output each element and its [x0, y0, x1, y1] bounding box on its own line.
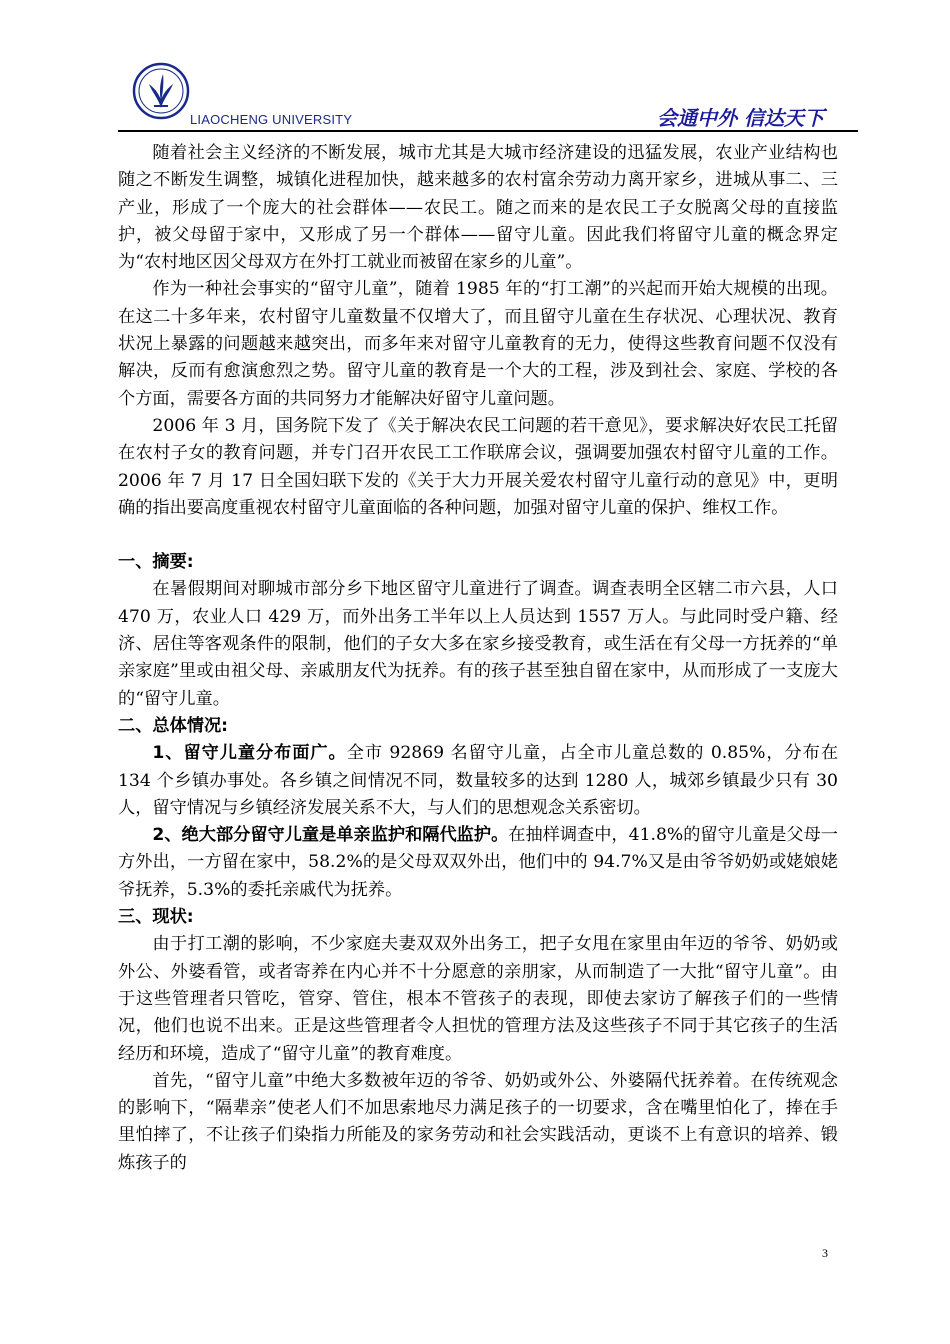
document-body [118, 140, 838, 1177]
status-paragraph-2: 首先，“留守儿童”中绝大多数被年迈的爷爷、奶奶或外公、外婆隔代抚养着。在传统观念的影响下，“隔辈亲”使老人们不加思索地尽力满足孩子的一切要求，含在嘴里怕化了，捧在手里怕摔了，不让孩子们染指力所能及的家务劳动和社会实践活动，更谈不上有意识的培养、锻炼孩子的 [118, 1070, 838, 1173]
page-header [118, 58, 858, 134]
university-logo-icon [132, 62, 190, 120]
overview-item-2-text: 在抽样调查中，41.8%的留守儿童是父母一方外出，一方留在家中，58.2%的是父母双双外出，他们中的 94.7%又是由爷爷奶奶或姥娘姥爷抚养，5.3%的委托亲戚代为抚养。 [118, 825, 838, 900]
overview-item-1-text: 全市 92869 名留守儿童，占全市儿童总数的 0.85%，分布在 134 个乡镇办事处。各乡镇之间情况不同，数量较多的达到 1280 人，城郊乡镇最少只有 30 人，留守情况与乡镇经济发展关系不大，与人们的思想观念关系密切。 [118, 743, 839, 818]
overview-item-2-lead: 2、绝大部分留守儿童是单亲监护和隔代监护。 [152, 825, 509, 846]
university-name: LIAOCHENG UNIVERSITY [190, 112, 353, 127]
overview-item-2 [118, 822, 838, 904]
intro-paragraph-2: 作为一种社会事实的“留守儿童”，随着 1985 年的“打工潮”的兴起而开始大规模的出现。在这二十多年来，农村留守儿童数量不仅增大了，而且留守儿童在生存状况、心理状况、教育状况上暴露的问题越来越突出，而多年来对留守儿童教育的无力，使得这些教育问题不仅没有解决，反而有愈演愈烈之势。留守儿童的教育是一个大的工程，涉及到社会、家庭、学校的各个方面，需要各方面的共同努力才能解决好留守儿童问题。 [118, 279, 838, 409]
intro-paragraph-3: 2006 年 3 月，国务院下发了《关于解决农民工问题的若干意见》，要求解决好农民工托留在农村子女的教育问题，并专门召开农民工工作联席会议，强调要加强农村留守儿童的工作。2006 年 7 月 17 日全国妇联下发的《关于大力开展关爱农村留守儿童行动的意见》中，更明确的指出要高度重视农村留守儿童面临的各种问题，加强对留守儿童的保护、维权工作。 [118, 415, 838, 518]
overview-item-1 [118, 740, 838, 822]
overview-item-1-lead: 1、留守儿童分布面广。 [152, 743, 347, 764]
section-heading-overview: 二、总体情况: [118, 715, 228, 736]
section-heading-abstract: 一、摘要: [118, 552, 194, 573]
abstract-paragraph: 在暑假期间对聊城市部分乡下地区留守儿童进行了调查。调查表明全区辖二市六县，人口 470 万，农业人口 429 万，而外出务工半年以上人员达到 1557 万人。与此同时受户籍、经济、居住等客观条件的限制，他们的子女大多在家乡接受教育，或生活在有父母一方抚养的“单亲家庭”里或由祖父母、亲戚朋友代为抚养。有的孩子甚至独自留在家中，从而形成了一支庞大的“留守儿童。 [118, 579, 838, 709]
page-number: 3 [822, 1246, 828, 1260]
status-paragraph-1: 由于打工潮的影响，不少家庭夫妻双双外出务工，把子女甩在家里由年迈的爷爷、奶奶或外公、外婆看管，或者寄养在内心并不十分愿意的亲朋家，从而制造了一大批“留守儿童”。由于这些管理者只管吃，管穿、管住，根本不管孩子的表现，即使去家访了解孩子们的一些情况，他们也说不出来。正是这些管理者令人担忧的管理方法及这些孩子不同于其它孩子的生活经历和环境，造成了“留守儿童”的教育难度。 [118, 934, 838, 1064]
header-divider [118, 130, 858, 132]
intro-paragraph-1: 随着社会主义经济的不断发展，城市尤其是大城市经济建设的迅猛发展，农业产业结构也随之不断发生调整，城镇化进程加快，越来越多的农村富余劳动力离开家乡，进城从事二、三产业，形成了一个庞大的社会群体——农民工。随之而来的是农民工子女脱离父母的直接监护，被父母留于家中，又形成了另一个群体——留守儿童。因此我们将留守儿童的概念界定为“农村地区因父母双方在外打工就业而被留在家乡的儿童”。 [118, 143, 838, 273]
university-motto: 会通中外 信达天下 [657, 106, 824, 130]
section-heading-status: 三、现状: [118, 907, 194, 928]
section-spacer [118, 522, 838, 549]
